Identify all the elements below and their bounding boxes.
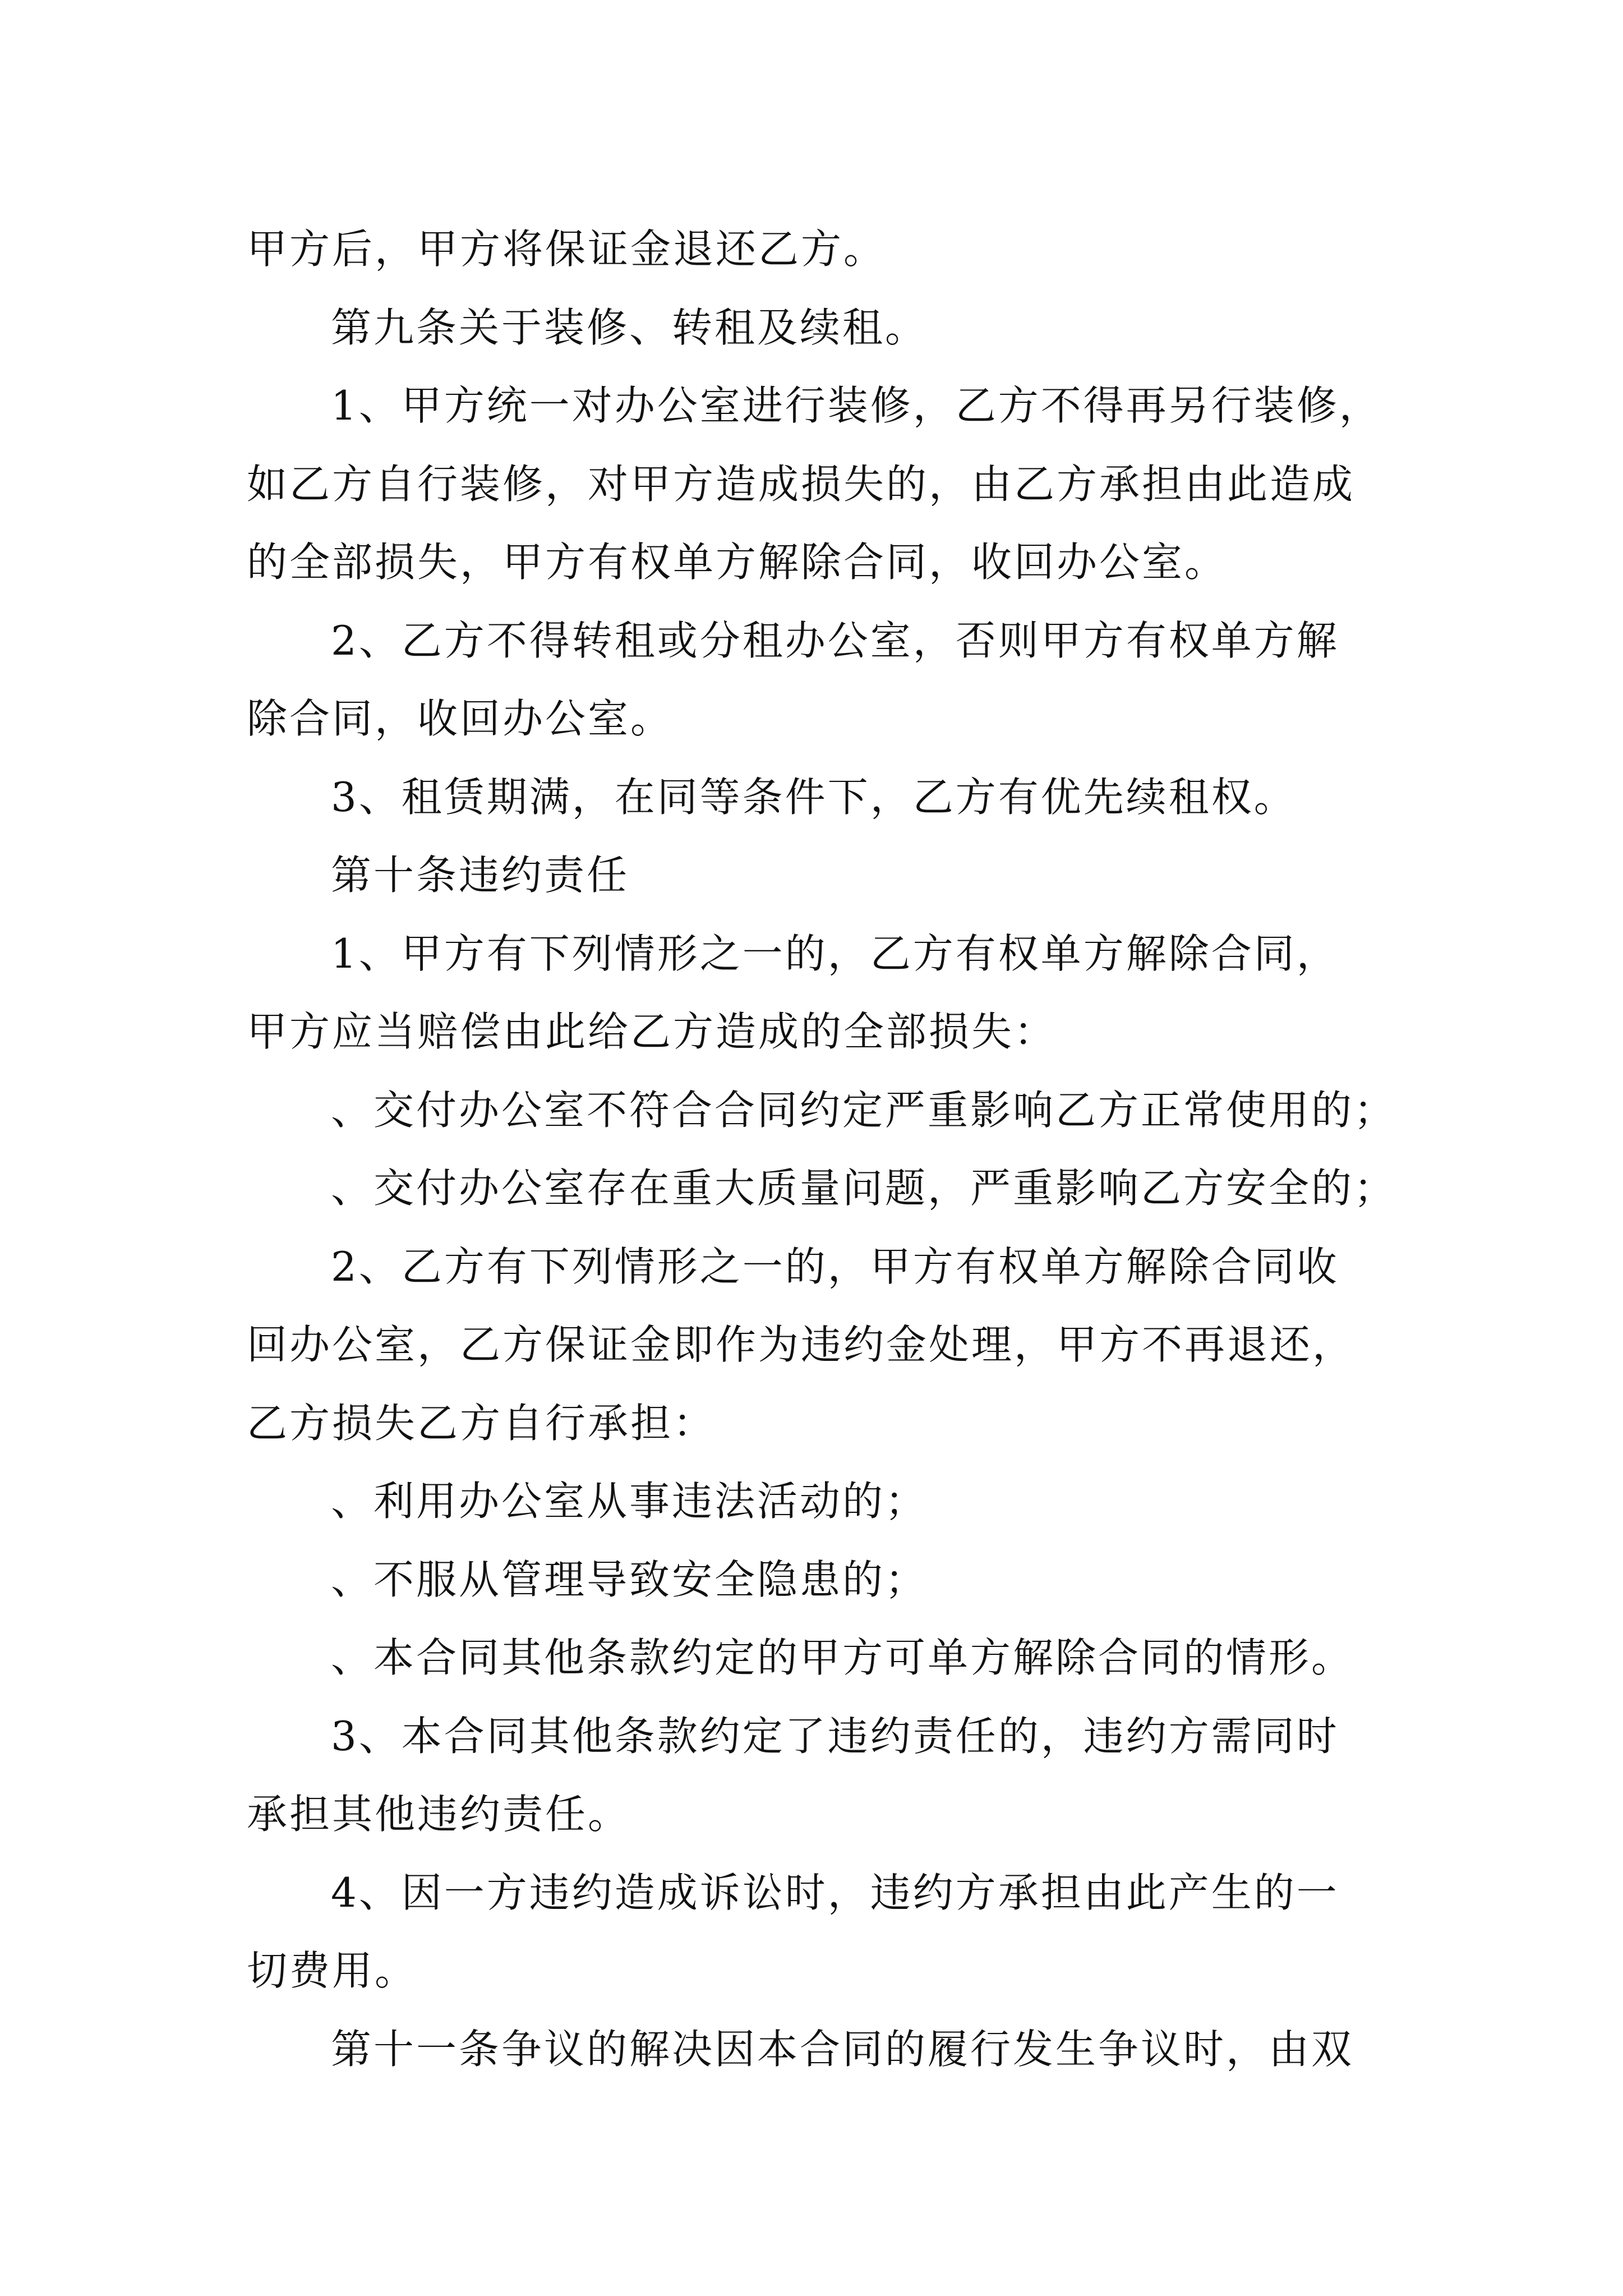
line-9: 第十条违约责任 <box>331 852 630 899</box>
line-22: 4、因一方违约造成诉讼时，违约方承担由此产生的一 <box>331 1869 1339 1916</box>
line-5: 的全部损失，甲方有权单方解除合同，收回办公室。 <box>247 539 1228 586</box>
line-17: 、利用办公室从事违法活动的； <box>331 1478 928 1525</box>
document-body <box>247 210 1396 2088</box>
line-18: 、不服从管理导致安全隐患的； <box>331 1556 928 1603</box>
line-4: 如乙方自行装修，对甲方造成损失的，由乙方承担由此造成 <box>247 460 1355 508</box>
line-19: 、本合同其他条款约定的甲方可单方解除合同的情形。 <box>331 1634 1354 1681</box>
line-12: 、交付办公室不符合合同约定严重影响乙方正常使用的； <box>331 1086 1397 1134</box>
line-13: 、交付办公室存在重大质量问题，严重影响乙方安全的； <box>331 1165 1397 1212</box>
line-21: 承担其他违约责任。 <box>247 1791 631 1838</box>
line-15: 回办公室，乙方保证金即作为违约金处理，甲方不再退还， <box>247 1321 1355 1368</box>
line-6: 2、乙方不得转租或分租办公室，否则甲方有权单方解 <box>331 616 1339 664</box>
line-23: 切费用。 <box>247 1947 418 1994</box>
line-11: 甲方应当赔偿由此给乙方造成的全部损失： <box>247 1008 1057 1055</box>
line-16: 乙方损失乙方自行承担： <box>247 1399 716 1447</box>
line-1: 甲方后，甲方将保证金退还乙方。 <box>247 226 887 273</box>
line-7: 除合同，收回办公室。 <box>247 695 674 742</box>
line-10: 1、甲方有下列情形之一的，乙方有权单方解除合同， <box>331 930 1339 977</box>
line-24: 第十一条争议的解决因本合同的履行发生争议时，由双 <box>331 2025 1354 2073</box>
line-2: 第九条关于装修、转租及续租。 <box>331 303 928 351</box>
line-3: 1、甲方统一对办公室进行装修，乙方不得再另行装修， <box>331 382 1382 429</box>
line-8: 3、租赁期满，在同等条件下，乙方有优先续租权。 <box>331 773 1297 821</box>
line-14: 2、乙方有下列情形之一的，甲方有权单方解除合同收 <box>331 1243 1339 1290</box>
line-20: 3、本合同其他条款约定了违约责任的，违约方需同时 <box>331 1712 1339 1760</box>
